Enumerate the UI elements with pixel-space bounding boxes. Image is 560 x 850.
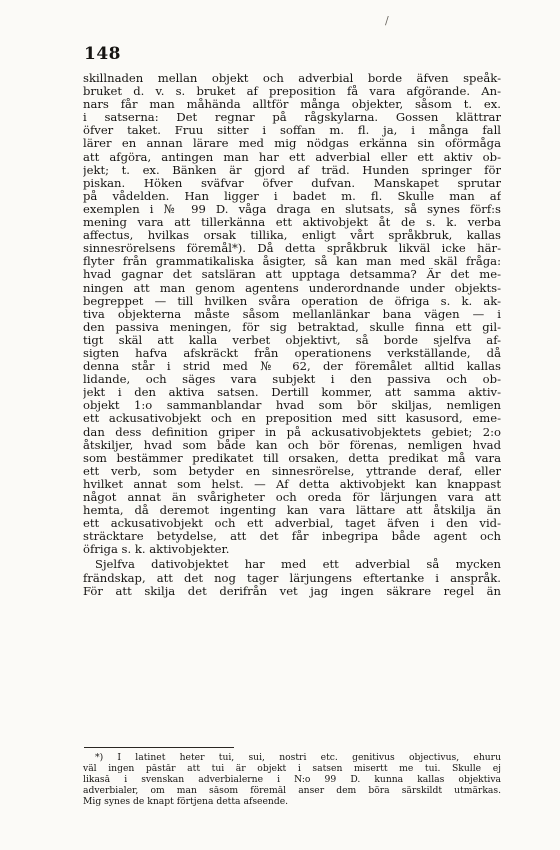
text-line: öfver taket. Fruu sitter i soffan m. fl. ja, i många fall [83, 124, 501, 138]
text-line: piskan. Höken sväfvar öfver dufvan. Manskapet sprutar [83, 176, 501, 190]
text-line: affectus, hvilkas orsak tillika, enligt vårt språkbruk, kallas [83, 229, 501, 243]
text-line: hvad gagnar det satsläran att upptaga detsamma? Är det me- [83, 268, 501, 282]
text-line: ningen att man genom agentens underordnande under objekts- [83, 281, 501, 295]
paragraph-2 [83, 558, 501, 597]
text-line: sigten hafva afskräckt från operationens verkställande, då [83, 346, 501, 360]
text-line: objekt 1:o sammanblandar hvad som bör skiljas, nemligen [83, 399, 501, 413]
footnote-line: likaså i svenskan adverbialerne i N:o 99 D. kunna kallas objektiva [83, 774, 501, 785]
footnote-divider [84, 747, 234, 748]
text-line: frändskap, att det nog tager lärjungens eftertanke i anspråk. [83, 571, 501, 585]
corner-mark: / [385, 14, 389, 27]
text-line: dan dess definition griper in på ackusativobjektets gebiet; 2:o [83, 425, 501, 439]
footnote-line: adverbialer, om man såsom föremål anser dem böra särskildt utmärkas. [83, 785, 501, 796]
text-line: exemplen i № 99 D. våga draga en slutsats, så synes förf:s [83, 202, 501, 216]
footnote-line: väl ingen påstår att tui är objekt i satsen misertt me tui. Skulle ej [83, 763, 501, 774]
body-text [83, 72, 501, 598]
text-line: tigt skäl att kalla verbet objektivt, så borde sjelfva af- [83, 333, 501, 347]
text-line: sträcktare betydelse, att det får inbegripa både agent och [83, 530, 501, 544]
text-line: på vådelden. Han ligger i badet m. fl. Skulle man af [83, 189, 501, 203]
text-line: jekt i den aktiva satsen. Dertill kommer, att samma aktiv- [83, 386, 501, 400]
text-line: lärer en annan lärare med mig nödgas erkänna sin oförmåga [83, 137, 501, 151]
page-number: 148 [84, 44, 121, 64]
text-line: mening vara att tillerkänna ett aktivobjekt åt de s. k. verba [83, 216, 501, 230]
text-line: skillnaden mellan objekt och adverbial borde äfven speåk- [83, 72, 501, 85]
paragraph-1 [83, 72, 501, 556]
text-line: flyter från grammatikaliska åsigter, så kan man med skäl fråga: [83, 255, 501, 269]
text-line: jekt; t. ex. Bänken är gjord af träd. Hunden springer för [83, 163, 501, 177]
footnote [83, 753, 501, 807]
text-line: begreppet — till hvilken svåra operation de öfriga s. k. ak- [83, 294, 501, 308]
text-line: Sjelfva dativobjektet har med ett adverbial så mycken [95, 558, 501, 572]
text-line: öfriga s. k. aktivobjekter. [83, 543, 230, 557]
text-line: lidande, och säges vara subjekt i den passiva och ob- [83, 373, 501, 387]
text-line: ett ackusativobjekt och en preposition med sitt kasusord, eme- [83, 412, 501, 426]
text-line: hvilket annat som helst. — Af detta aktivobjekt kan knappast [83, 477, 501, 491]
text-line: ett ackusativobjekt och ett adverbial, taget äfven i den vid- [83, 517, 501, 531]
text-line: För att skilja det derifrån vet jag ingen säkrare regel än [83, 584, 501, 598]
text-line: ett verb, som betyder en sinnesrörelse, yttrande deraf, eller [83, 464, 501, 478]
text-line: bruket d. v. s. bruket af preposition få vara afgörande. An- [83, 85, 501, 99]
text-line: denna står i strid med № 62, der föremålet alltid kallas [83, 360, 501, 374]
text-line: åtskiljer, hvad som både kan och bör förenas, nemligen hvad [83, 438, 501, 452]
footnote-line: Mig synes de knapt förtjena detta afseende. [83, 796, 289, 807]
text-line: tiva objekterna måste såsom mellanlänkar bana vägen — i [83, 307, 501, 321]
text-line: hemta, då deremot ingenting kan vara lättare att åtskilja än [83, 504, 501, 518]
text-line: som bestämmer predikatet till orsaken, detta predikat må vara [83, 451, 501, 465]
text-line: nars får man måhända alltför många objekter, såsom t. ex. [83, 98, 501, 112]
text-line: att afgöra, antingen man har ett adverbial eller ett aktiv ob- [83, 150, 501, 164]
text-line: i satserna: Det regnar på rågskylarna. Gossen klättrar [83, 111, 501, 125]
text-line: den passiva meningen, för sig betraktad, skulle finna ett gil- [83, 320, 501, 334]
footnote-line: *) I latinet heter tui, sui, nostri etc. genitivus objectivus, ehuru [95, 753, 501, 763]
text-line: något annat än svårigheter och oreda för lärjungen vara att [83, 491, 501, 504]
text-line: sinnesrörelsens föremål*). Då detta språkbruk likväl icke här- [83, 242, 501, 256]
